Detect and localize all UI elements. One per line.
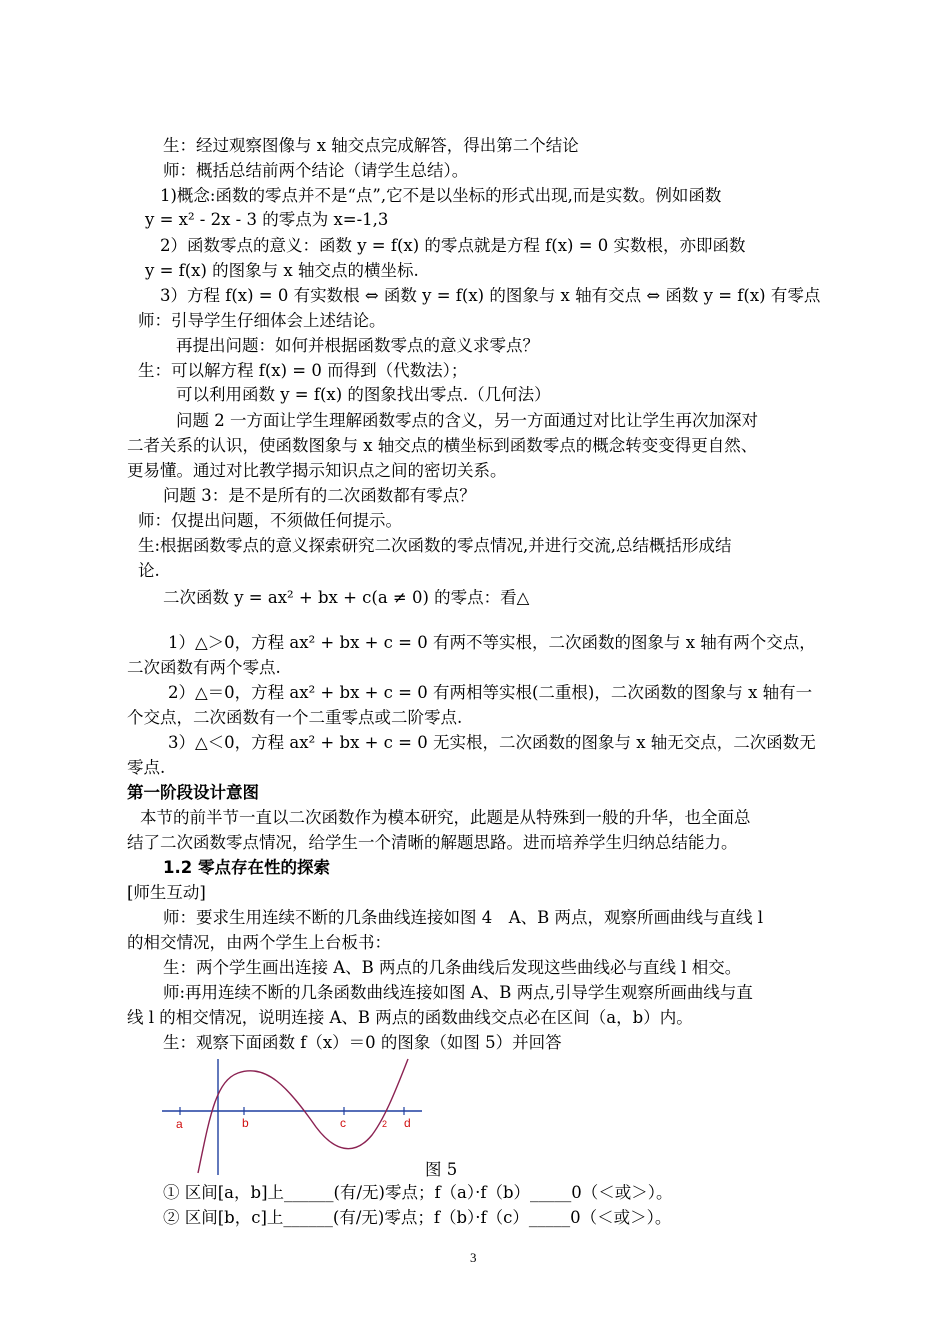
section-heading-stage-one: 第一阶段设计意图 [127, 783, 259, 802]
text-line-24: 3）△＜0，方程 ax² + bx + c = 0 无实根，二次函数的图象与 x 轴无交点，二次函数无 [168, 733, 816, 752]
text-line-11: 可以利用函数 y = f(x) 的图象找出零点.（几何法） [176, 385, 551, 404]
text-line-10: 生：可以解方程 f(x) = 0 而得到（代数法）； [138, 361, 468, 380]
text-line-32: 的相交情况，由两个学生上台板书： [127, 933, 391, 952]
text-line-19: 二次函数 y = ax² + bx + c(a ≠ 0) 的零点：看△ [163, 588, 530, 607]
page-number: 3 [470, 1250, 477, 1265]
text-line-27: 本节的前半节一直以二次函数作为模本研究，此题是从特殊到一般的升华，也全面总 [140, 808, 751, 827]
question-2: ② 区间[b，c]上______(有/无)零点；f（b）·f（c）_____0（＜或＞）。 [163, 1208, 672, 1227]
text-line-9: 再提出问题：如何并根据函数零点的意义求零点？ [176, 336, 539, 355]
text-line-22: 2）△＝0，方程 ax² + bx + c = 0 有两相等实根(二重根)，二次函数的图象与 x 轴有一 [168, 683, 813, 702]
text-line-33: 生：两个学生画出连接 A、B 两点的几条曲线后发现这些曲线必与直线 l 相交。 [163, 958, 742, 977]
text-line-13: 二者关系的认识，使函数图象与 x 轴交点的横坐标到函数零点的概念转变变得更自然、 [127, 436, 758, 455]
function-graph-figure-5 [158, 1055, 428, 1175]
text-line-4: y = x² - 2x - 3 的零点为 x=-1,3 [145, 210, 389, 229]
label-b: b [242, 1116, 249, 1130]
text-line-34: 师:再用连续不断的几条函数曲线连接如图 A、B 两点,引导学生观察所画曲线与直 [163, 983, 753, 1002]
text-line-30: [师生互动] [127, 883, 206, 902]
text-line-5: 2）函数零点的意义：函数 y = f(x) 的零点就是方程 f(x) = 0 实数根，亦即函数 [160, 236, 746, 255]
text-line-20: 1）△＞0，方程 ax² + bx + c = 0 有两不等实根，二次函数的图象与 x 轴有两个交点， [168, 633, 816, 652]
section-heading-zero-existence: 1.2 零点存在性的探索 [163, 858, 330, 877]
text-line-1: 生：经过观察图像与 x 轴交点完成解答，得出第二个结论 [163, 136, 579, 155]
question-1: ① 区间[a，b]上______(有/无)零点；f（a）·f（b）_____0（＜或＞）。 [163, 1183, 673, 1202]
label-c: c [340, 1116, 346, 1130]
text-line-18: 论. [138, 561, 160, 580]
text-line-16: 师：仅提出问题，不须做任何提示。 [138, 511, 402, 530]
text-line-15: 问题 3：是不是所有的二次函数都有零点？ [163, 486, 476, 505]
text-line-23: 个交点，二次函数有一个二重零点或二阶零点. [127, 708, 463, 727]
label-d: d [404, 1116, 411, 1130]
label-a: a [176, 1117, 183, 1131]
text-line-12: 问题 2 一方面让学生理解函数零点的含义，另一方面通过对比让学生再次加深对 [176, 411, 758, 430]
text-line-17: 生:根据函数零点的意义探索研究二次函数的零点情况,并进行交流,总结概括形成结 [138, 536, 732, 555]
text-line-3: 1)概念:函数的零点并不是“点”,它不是以坐标的形式出现,而是实数。例如函数 [160, 186, 722, 205]
function-curve [198, 1059, 408, 1173]
text-line-25: 零点. [127, 758, 166, 777]
text-line-6: y = f(x) 的图象与 x 轴交点的横坐标. [145, 261, 419, 280]
text-line-21: 二次函数有两个零点. [127, 658, 281, 677]
text-line-14: 更易懂。通过对比教学揭示知识点之间的密切关系。 [127, 461, 507, 480]
label-2: 2 [382, 1119, 388, 1129]
text-line-35: 线 l 的相交情况，说明连接 A、B 两点的函数曲线交点必在区间（a，b）内。 [127, 1008, 693, 1027]
figure-caption: 图 5 [425, 1160, 458, 1179]
text-line-2: 师：概括总结前两个结论（请学生总结）。 [163, 161, 469, 180]
text-line-28: 结了二次函数零点情况，给学生一个清晰的解题思路。进而培养学生归纳总结能力。 [127, 833, 738, 852]
text-line-36: 生：观察下面函数 f（x）＝0 的图象（如图 5）并回答 [163, 1033, 562, 1052]
text-line-8: 师：引导学生仔细体会上述结论。 [138, 311, 386, 330]
text-line-7: 3）方程 f(x) = 0 有实数根 ⇔ 函数 y = f(x) 的图象与 x 轴有交点 ⇔ 函数 y = f(x) 有零点 [160, 286, 821, 305]
text-line-31: 师：要求生用连续不断的几条曲线连接如图 4 A、B 两点，观察所画曲线与直线 l [163, 908, 764, 927]
